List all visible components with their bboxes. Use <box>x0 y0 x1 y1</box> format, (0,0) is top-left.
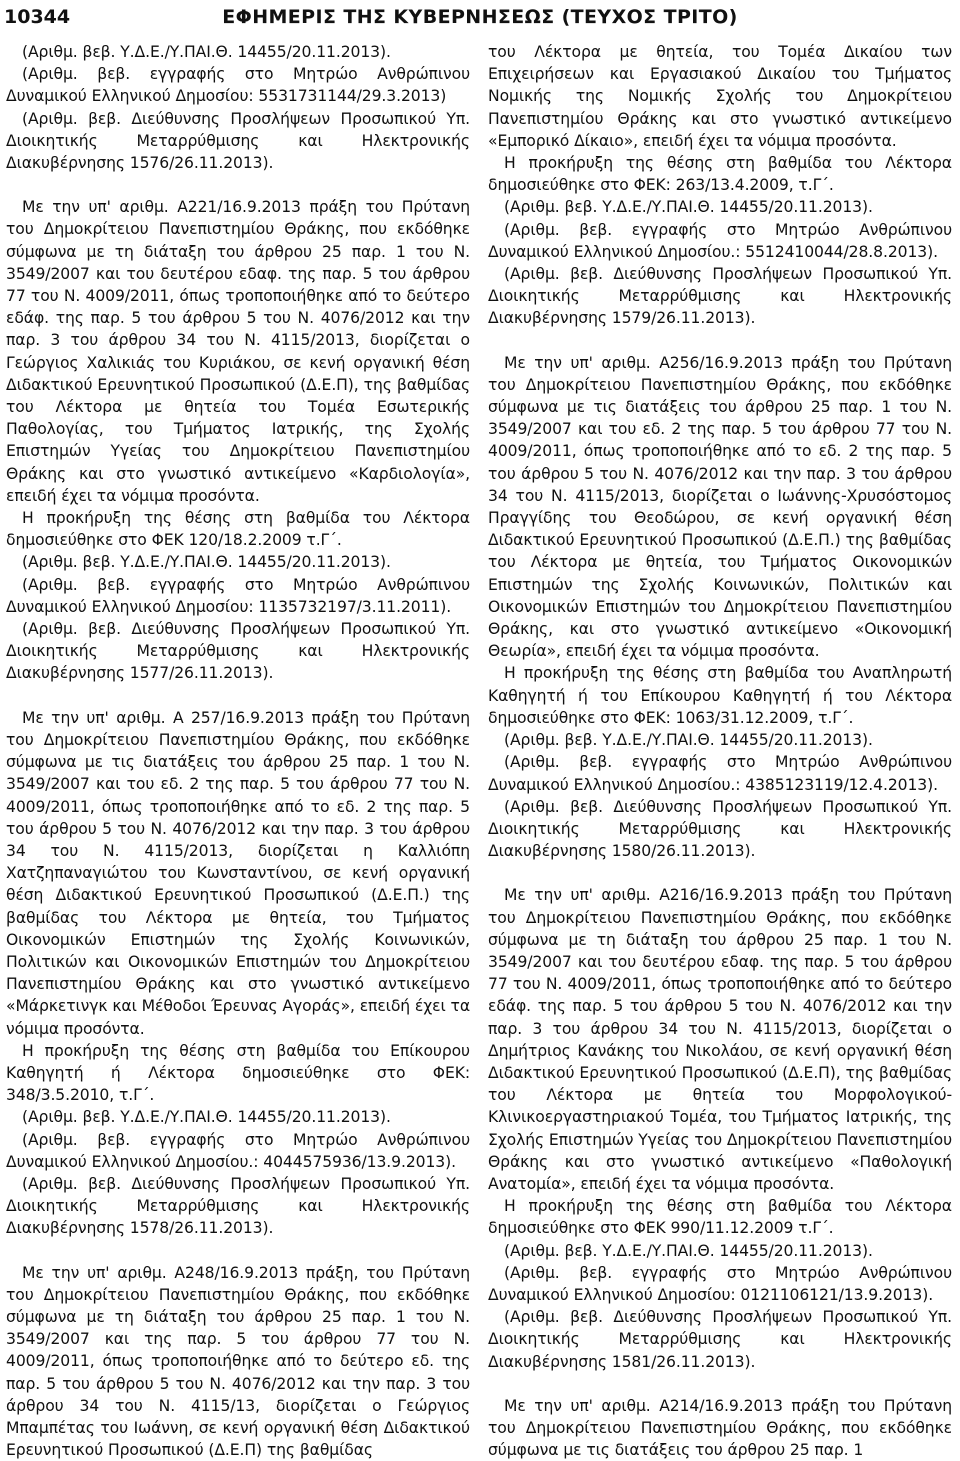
paragraph: Με την υπ' αριθμ. Α248/16.9.2013 πράξη, του Πρύτανη του Δημοκρίτειου Πανεπιστημίου Θράκης, που εκδόθηκε σύμφωνα με τη διάταξη του άρθρου 25 παρ. 1 του Ν. 3549/2007 και της παρ. 5 του άρθρου 77 του Ν. 4009/2011, όπως τροποποιήθηκε από το δεύτερο εδ. της παρ. 5 του άρθρου 5 του Ν. 4076/2012 και την παρ. 3 του άρθρου 34 του Ν. 4115/13, διορίζεται ο Γεώργιος Μπαμπέτας του Ιωάννη, σε κενή οργανική θέση Διδακτικού Ερευνητικού Προσωπικού (Δ.Ε.Π) της βαθμίδας <box>6 1263 470 1460</box>
paragraph: Η προκήρυξη της θέσης στη βαθμίδα του Αναπληρωτή Καθηγητή ή του Επίκουρου Καθηγητή ή του Λέκτορα δημοσιεύθηκε στο ΦΕΚ: 1063/31.12.2009, τ.Γ΄. <box>488 664 952 727</box>
paragraph: Με την υπ' αριθμ. Α214/16.9.2013 πράξη του Πρύτανη του Δημοκρίτειου Πανεπιστημίου Θράκης, που εκδόθηκε σύμφωνα με τις διατάξεις του άρθρου 25 παρ. 1 <box>488 1396 952 1460</box>
paragraph: (Αριθμ. βεβ. Υ.Δ.Ε./Υ.ΠΑΙ.Θ. 14455/20.11.2013). <box>22 1108 391 1127</box>
paragraph: Η προκήρυξη της θέσης στη βαθμίδα του Λέκτορα δημοσιεύθηκε στο ΦΕΚ 120/18.2.2009 τ.Γ΄. <box>6 509 470 550</box>
paragraph: Η προκήρυξη της θέσης στη βαθμίδα του Επίκουρου Καθηγητή ή Λέκτορα δημοσιεύθηκε στο ΦΕΚ: 348/3.5.2010, τ.Γ΄. <box>6 1041 470 1105</box>
left-column <box>6 41 470 1461</box>
paragraph: (Αριθμ. βεβ. Υ.Δ.Ε./Υ.ΠΑΙ.Θ. 14455/20.11.2013). <box>504 731 873 750</box>
paragraph: Με την υπ' αριθμ. Α 257/16.9.2013 πράξη του Πρύτανη του Δημοκρίτειου Πανεπιστημίου Θράκης, που εκδόθηκε σύμφωνα με τις διατάξεις του άρθρου 25 παρ. 1 του Ν. 3549/2007 και του εδ. 2 της παρ. 5 του άρθρου 77 του Ν. 4009/2011, όπως τροποποιήθηκε από το εδ. 2 της παρ. 5 του άρθρου 5 του Ν. 4076/2012 και την παρ. 3 του άρθρου 34 του Ν. 4115/2013, διορίζεται η Καλλιόπη Χατζηπαναγιώτου του Κωνσταντίνου, σε κενή οργανική θέση Διδακτικού Ερευνητικού Προσωπικού (Δ.Ε.Π.) της βαθμίδας του Λέκτορα με θητεία, του Τμήματος Οικονομικών Επιστημών της Σχολής Κοινωνικών, Πολιτικών και Οικονομικών Επιστημών του Δημοκρίτειου Πανεπιστημίου Θράκης και στο γνωστικό αντικείμενο «Μάρκετινγκ και Μέθοδοι Έρευνας Αγοράς», επειδή έχει τα νόμιμα προσόντα. <box>6 708 470 1038</box>
paragraph: Με την υπ' αριθμ. Α221/16.9.2013 πράξη του Πρύτανη του Δημοκρίτειου Πανεπιστημίου Θράκης, που εκδόθηκε σύμφωνα με τη διάταξη του άρθρου 25 παρ. 1 του Ν. 3549/2007 και του δευτέρου εδαφ. της παρ. 5 του άρθρου 77 του Ν. 4009/2011, όπως τροποποιήθηκε από το δεύτερο εδάφ. της παρ. 5 του άρθρου 5 του Ν. 4076/2012 και την παρ. 3 του άρθρου 34 του Ν. 4115/2013, διορίζεται ο Γεώργιος Χαλικιάς του Κυριάκου, σε κενή οργανική θέση Διδακτικού Ερευνητικού Προσωπικού (Δ.Ε.Π), της βαθμίδας του Λέκτορα με θητεία του Τομέα Εσωτερικής Παθολογίας, του Τμήματος Ιατρικής, της Σχολής Επιστημών Υγείας του Δημοκρίτειου Πανεπιστημίου Θράκης και στο γνωστικό αντικείμενο «Καρδιολογία», επειδή έχει τα νόμιμα προσόντα. <box>6 198 470 505</box>
page-number: 10344 <box>4 6 71 28</box>
page-header <box>4 2 956 32</box>
paragraph: (Αριθμ. βεβ. Υ.Δ.Ε./Υ.ΠΑΙ.Θ. 14455/20.11.2013). <box>22 553 391 572</box>
paragraph: (Αριθμ. βεβ. Υ.Δ.Ε./Υ.ΠΑΙ.Θ. 14455/20.11.2013). <box>504 198 873 217</box>
paragraph: Με την υπ' αριθμ. Α256/16.9.2013 πράξη του Πρύτανη του Δημοκρίτειου Πανεπιστημίου Θράκης, που εκδόθηκε σύμφωνα με τις διατάξεις του άρθρου 25 παρ. 1 του Ν. 3549/2007 και του εδ. 2 της παρ. 5 του άρθρου 77 του Ν. 4009/2011, όπως τροποποιήθηκε από το εδ. 2 της παρ. 5 του άρθρου 5 του Ν. 4076/2012 και την παρ. 3 του άρθρου 34 του Ν. 4115/2013, διορίζεται ο Ιωάννης-Χρυσόστομος Πραγγίδης του Θεοδώρου, σε κενή οργανική θέση Διδακτικού Ερευνητικού Προσωπικού (Δ.Ε.Π.) της βαθμίδας του Λέκτορα με θητεία, του Τμήματος Οικονομικών Επιστημών της Σχολής Κοινωνικών, Πολιτικών και Οικονομικών Επιστημών του Δημοκρίτειου Πανεπιστημίου Θράκης, και στο γνωστικό αντικείμενο «Οικονομική Θεωρία», επειδή έχει τα νόμιμα προσόντα. <box>488 353 952 661</box>
paragraph: (Αριθμ. βεβ. εγγραφής στο Μητρώο Ανθρώπινου Δυναμικού Ελληνικού Δημοσίου.: 5512410044/28.8.2013). <box>488 220 952 261</box>
paragraph: (Αριθμ. βεβ. εγγραφής στο Μητρώο Ανθρώπινου Δυναμικού Ελληνικού Δημοσίου: 5531731144/29.3.2013) <box>6 65 470 106</box>
paragraph: (Αριθμ. βεβ. Διεύθυνσης Προσλήψεων Προσωπικού Υπ. Διοικητικής Μεταρρύθμισης και Ηλεκτρονικής Διακυβέρνησης 1578/26.11.2013). <box>6 1174 470 1238</box>
paragraph: (Αριθμ. βεβ. Υ.Δ.Ε./Υ.ΠΑΙ.Θ. 14455/20.11.2013). <box>22 43 391 61</box>
paragraph: Η προκήρυξη της θέσης στη βαθμίδα του Λέκτορα δημοσιεύθηκε στο ΦΕΚ: 263/13.4.2009, τ.Γ΄. <box>488 154 952 195</box>
paragraph: (Αριθμ. βεβ. Διεύθυνσης Προσλήψεων Προσωπικού Υπ. Διοικητικής Μεταρρύθμισης και Ηλεκτρονικής Διακυβέρνησης 1577/26.11.2013). <box>6 620 470 683</box>
right-column <box>488 41 952 1461</box>
paragraph: (Αριθμ. βεβ. Διεύθυνσης Προσλήψεων Προσωπικού Υπ. Διοικητικής Μεταρρύθμισης και Ηλεκτρονικής Διακυβέρνησης 1576/26.11.2013). <box>6 109 470 173</box>
paragraph: Με την υπ' αριθμ. Α216/16.9.2013 πράξη του Πρύτανη του Δημοκρίτειου Πανεπιστημίου Θράκης, που εκδόθηκε σύμφωνα με τη διάταξη του άρθρου 25 παρ. 1 του Ν. 3549/2007 και του δευτέρου εδαφ. της παρ. 5 του άρθρου 77 του Ν. 4009/2011, όπως τροποποιήθηκε από το δεύτερο εδάφ. της παρ. 5 του άρθρου 5 του Ν. 4076/2012 και την παρ. 3 του άρθρου 34 του Ν. 4115/2013, διορίζεται ο Δημήτριος Κανάκης του Νικολάου, σε κενή οργανική θέση Διδακτικού Ερευνητικού Προσωπικού (Δ.Ε.Π), της βαθμίδας του Λέκτορα με θητεία του Μορφολογικού-Κλινικοεργαστηριακού Τομέα, του Τμήματος Ιατρικής, της Σχολής Επιστημών Υγείας του Δημοκρίτειου Πανεπιστημίου Θράκης και στο γνωστικό αντικείμενο «Παθολογική Ανατομία», επειδή έχει τα νόμιμα προσόντα. <box>488 886 953 1193</box>
paragraph: (Αριθμ. βεβ. Υ.Δ.Ε./Υ.ΠΑΙ.Θ. 14455/20.11.2013). <box>504 1241 873 1260</box>
gazette-title: ΕΦΗΜΕΡΙΣ ΤΗΣ ΚΥΒΕΡΝΗΣΕΩΣ (ΤΕΥΧΟΣ ΤΡΙΤΟ) <box>222 6 738 28</box>
paragraph: του Λέκτορα με θητεία, του Τομέα Δικαίου των Επιχειρήσεων και Εργασιακού Δικαίου του Τμήματος Νομικής της Νομικής Σχολής του Δημοκρίτειου Πανεπιστημίου Θράκης και στο γνωστικό αντικείμενο «Εμπορικό Δίκαιο», επειδή έχει τα νόμιμα προσόντα. <box>488 43 952 150</box>
paragraph: (Αριθμ. βεβ. εγγραφής στο Μητρώο Ανθρώπινου Δυναμικού Ελληνικού Δημοσίου.: 4385123119/12.4.2013). <box>488 753 952 794</box>
paragraph: (Αριθμ. βεβ. εγγραφής στο Μητρώο Ανθρώπινου Δυναμικού Ελληνικού Δημοσίου: 1135732197/3.11.2011). <box>6 575 470 616</box>
paragraph: (Αριθμ. βεβ. Διεύθυνσης Προσλήψεων Προσωπικού Υπ. Διοικητικής Μεταρρύθμισης και Ηλεκτρονικής Διακυβέρνησης 1581/26.11.2013). <box>488 1308 952 1371</box>
paragraph: (Αριθμ. βεβ. Διεύθυνσης Προσλήψεων Προσωπικού Υπ. Διοικητικής Μεταρρύθμισης και Ηλεκτρονικής Διακυβέρνησης 1579/26.11.2013). <box>488 265 952 328</box>
paragraph: (Αριθμ. βεβ. εγγραφής στο Μητρώο Ανθρώπινου Δυναμικού Ελληνικού Δημοσίου: 0121106121/13.9.2013). <box>488 1263 952 1304</box>
paragraph: (Αριθμ. βεβ. εγγραφής στο Μητρώο Ανθρώπινου Δυναμικού Ελληνικού Δημοσίου.: 4044575936/13.9.2013). <box>6 1130 470 1171</box>
paragraph: (Αριθμ. βεβ. Διεύθυνσης Προσλήψεων Προσωπικού Υπ. Διοικητικής Μεταρρύθμισης και Ηλεκτρονικής Διακυβέρνησης 1580/26.11.2013). <box>488 797 952 861</box>
paragraph: Η προκήρυξη της θέσης στη βαθμίδα του Λέκτορα δημοσιεύθηκε στο ΦΕΚ 990/11.12.2009 τ.Γ΄. <box>488 1197 952 1238</box>
